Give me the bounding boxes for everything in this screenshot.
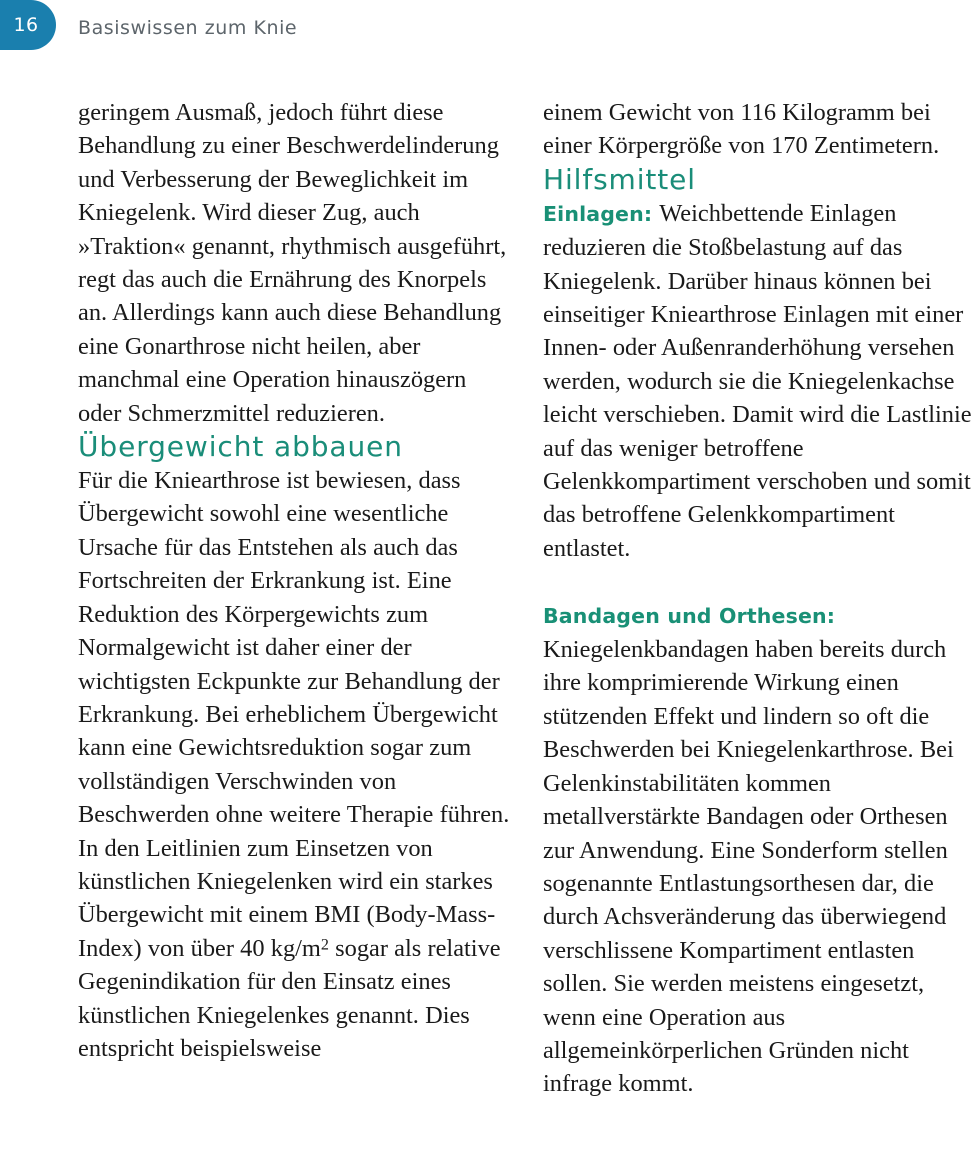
paragraph: geringem Ausmaß, jedoch führt diese Behandlung zu einer Beschwerdelinderung und Verbesserung der Beweglichkeit im Kniegelenk. Wird dieser Zug, auch »Traktion« genannt, rhythmisch ausgeführt, regt das auch die Ernährung des Knorpels an. Allerdings kann auch diese Behandlung eine Gonarthrose nicht heilen, aber manchmal eine Operation hinauszögern oder Schmerzmittel reduzieren.: [78, 99, 507, 427]
page-number-label: 16: [13, 13, 39, 36]
paragraph-einlagen: [543, 197, 974, 565]
paragraph-text-part-2: sogar als relative Gegenindikation für den Einsatz eines künstlichen Kniegelenkes genannt. Dies entspricht beispielsweise: [78, 934, 501, 1062]
lead-in-label-bandagen-und-orthesen: Bandagen und Orthesen:: [543, 603, 836, 628]
paragraph: einem Gewicht von 116 Kilogramm bei einer Körpergröße von 170 Zentimetern.: [543, 99, 940, 160]
page-body-columns: [0, 96, 974, 1169]
lead-in-label-einlagen: Einlagen:: [543, 201, 653, 226]
left-text-column: [78, 96, 510, 1169]
running-title: Basiswissen zum Knie: [78, 17, 298, 39]
paragraph: [78, 464, 510, 1065]
paragraph-text-part-1: Für die Kniearthrose ist bewiesen, dass Übergewicht sowohl eine wesentliche Ursache für das Entstehen als auch das Fortschreiten der Erkrankung ist. Eine Reduktion des Körpergewichts zum Normalgewicht ist daher einer der wichtigsten Eckpunkte zur Behandlung der Erkrankung. Bei erheblichem Übergewicht kann eine Gewichtsreduktion sogar zum vollständigen Verschwinden von Beschwerden ohne weitere Therapie führen. In den Leitlinien zum Einsetzen von künstlichen Kniegelenken wird ein starkes Übergewicht mit einem BMI (Body-Mass-Index) von über 40 kg/m: [78, 467, 510, 962]
paragraph-text: Kniegelenkbandagen haben bereits durch ihre komprimierende Wirkung einen stützenden Effekt und lindern so oft die Beschwerden bei Kniegelenkarthrose. Bei Gelenkinstabilitäten kommen metallverstärkte Bandagen oder Orthesen zur Anwendung. Eine Sonderform stellen sogenannte Entlastungsorthesen dar, die durch Achsveränderung das überwiegend verschlissene Kompartiment entlasten sollen. Sie werden meistens eingesetzt, wenn eine Operation aus allgemeinkörperlichen Gründen nicht infrage kommt.: [543, 636, 954, 1098]
right-text-column: [543, 96, 974, 1169]
page-running-header: [0, 0, 974, 56]
section-heading-uebergewicht-abbauen: Übergewicht abbauen: [78, 430, 403, 464]
section-heading-hilfsmittel: Hilfsmittel: [543, 162, 696, 196]
paragraph-bandagen-und-orthesen: [543, 599, 974, 1101]
page-number-badge: [0, 0, 56, 50]
squared-exponent: 2: [320, 936, 329, 953]
paragraph-text: Weichbettende Einlagen reduzieren die Stoßbelastung auf das Kniegelenk. Darüber hinaus können bei einseitiger Kniearthrose Einlagen mit einer Innen- oder Außenranderhöhung versehen werden, wodurch sie die Kniegelenkachse leicht verschieben. Damit wird die Lastlinie auf das weniger betroffene Gelenkkompartiment verschoben und somit das betroffene Gelenkkompartiment entlastet.: [543, 199, 972, 562]
